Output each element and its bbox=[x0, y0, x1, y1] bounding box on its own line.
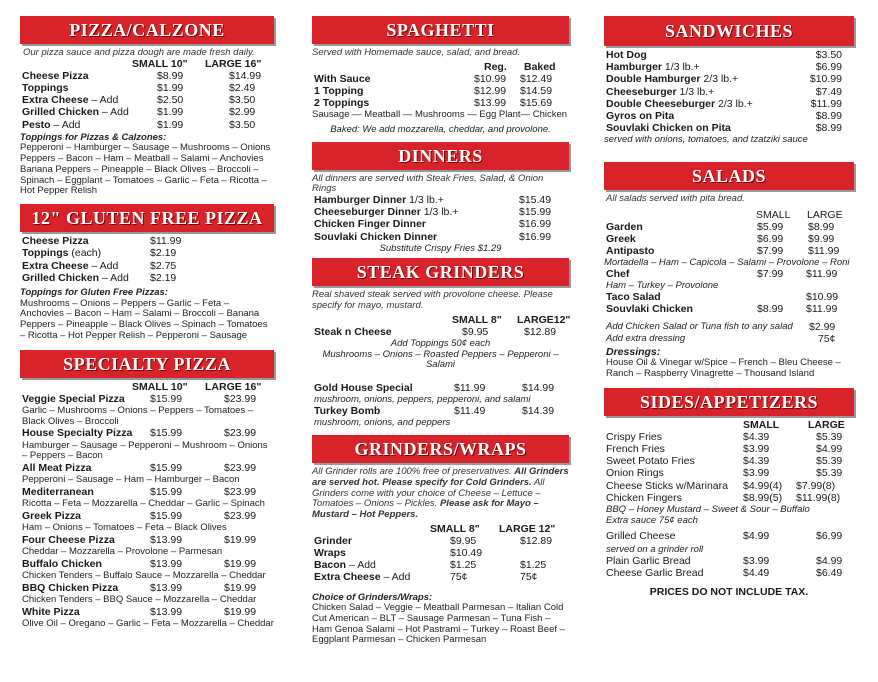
small: $11.49 bbox=[454, 404, 486, 417]
item-label: BBQ Chicken Pizza bbox=[22, 581, 119, 594]
large: 75¢ bbox=[520, 571, 538, 584]
item-label: Toppings bbox=[22, 247, 69, 260]
item-label: Veggie Special Pizza bbox=[22, 392, 125, 405]
item-label: Hot Dog bbox=[606, 49, 647, 61]
dinners-substitute: Substitute Crispy Fries $1.29 bbox=[379, 242, 502, 254]
pizza-note: Our pizza sauce and pizza dough are made fresh daily. bbox=[23, 47, 255, 58]
price: $2.19 bbox=[150, 247, 177, 260]
steak-item bbox=[312, 406, 569, 429]
item-name bbox=[314, 207, 458, 219]
large: $4.99 bbox=[816, 555, 843, 568]
item-label: Cheeseburger Dinner bbox=[314, 206, 421, 219]
item-label: Bacon bbox=[314, 559, 347, 572]
item-label: Onion Rings bbox=[606, 467, 664, 480]
item-name bbox=[314, 195, 444, 207]
grilled-cheese-note: served on a grinder roll bbox=[606, 544, 704, 556]
sandwiches-note: served with onions, tomatoes, and tzatziki sauce bbox=[604, 134, 808, 146]
small: $15.99 bbox=[150, 462, 183, 475]
large: $7.99(8) bbox=[796, 479, 836, 492]
item-label: Cheese Garlic Bread bbox=[606, 567, 704, 580]
item-label: Souvlaki Chicken on Pita bbox=[606, 122, 731, 135]
gluten-toppings-title: Toppings for Gluten Free Pizzas: bbox=[20, 286, 168, 298]
specialty-row bbox=[20, 487, 274, 499]
large: $5.39 bbox=[816, 467, 843, 480]
small: $3.99 bbox=[743, 467, 770, 480]
specialty-items bbox=[20, 394, 274, 630]
item-label: Gyros on Pita bbox=[606, 109, 675, 122]
item-label: Souvlaki Chicken Dinner bbox=[314, 230, 438, 243]
grilled-cheese-row: Grilled Cheese $4.99 $6.99 bbox=[606, 530, 843, 543]
item-name bbox=[606, 123, 731, 135]
item-label: Hamburger Dinner bbox=[314, 193, 407, 206]
pizza-items bbox=[20, 71, 274, 132]
column-right bbox=[604, 16, 854, 599]
steak-item bbox=[312, 383, 569, 406]
steak-note: Real shaved steak served with provolone cheese. Please specify for mayo, mustard. bbox=[312, 289, 553, 311]
item-label: Extra Cheese bbox=[22, 259, 89, 272]
sandwich-row bbox=[604, 123, 854, 135]
sides-items bbox=[604, 432, 854, 505]
spaghetti-col-header: Reg. Baked bbox=[484, 60, 556, 73]
price: $16.99 bbox=[519, 218, 552, 231]
item-name bbox=[22, 120, 80, 132]
salads-header: SALADS bbox=[604, 162, 854, 190]
small: $3.99 bbox=[743, 443, 770, 456]
item-suffix: – Add bbox=[50, 118, 81, 131]
item-suffix: 1/3 lb.+ bbox=[420, 206, 459, 219]
sandwiches-header: SANDWICHES bbox=[604, 16, 854, 46]
reg: $12.99 bbox=[474, 85, 507, 97]
column-left bbox=[20, 16, 274, 631]
gluten-toppings-list: Mushrooms – Onions – Peppers – Garlic – Feta – Anchovies – Bacon – Ham – Salami – Broccoli – Banana Peppers – Pineapple – Black Olives – Spinach – Tomatoes – Ricotta – Hot Pepper Relish – Pepperoni – Sausage bbox=[20, 297, 268, 341]
item-label: Turkey Bomb bbox=[314, 404, 381, 417]
dressings-list: House Oil & Vinegar w/Spice – French – Bleu Cheese – Ranch – Raspberry Vinagrette – Thousand Island bbox=[606, 357, 841, 379]
steak-row bbox=[312, 406, 569, 418]
small: $15.99 bbox=[150, 509, 183, 522]
item-name bbox=[22, 273, 129, 285]
bread-row bbox=[604, 568, 854, 580]
item-suffix: – Add bbox=[88, 94, 119, 107]
large: $5.39 bbox=[816, 430, 843, 443]
item-desc: Garlic – Mushrooms – Onions – Peppers – Tomatoes – Black Olives – Broccoli bbox=[22, 404, 254, 427]
price: $11.99 bbox=[150, 235, 182, 248]
large: $23.99 bbox=[224, 392, 257, 405]
item-desc: Cheddar – Mozzarella – Provolone – Parmesan bbox=[22, 546, 223, 558]
tax-note: PRICES DO NOT INCLUDE TAX. bbox=[649, 586, 809, 599]
item-label: Extra Cheese bbox=[22, 94, 89, 107]
side-row bbox=[604, 468, 854, 480]
item-suffix: – Add bbox=[99, 271, 129, 284]
specialty-row bbox=[20, 428, 274, 440]
item-label: Four Cheese Pizza bbox=[22, 533, 115, 546]
item-label: White Pizza bbox=[22, 605, 80, 618]
item-desc: mushroom, onions, peppers, pepperoni, and salami bbox=[314, 394, 531, 406]
steak-grinders-header: STEAK GRINDERS bbox=[312, 258, 569, 286]
souvlaki-salad-row: Souvlaki Chicken $8.99 $11.99 bbox=[606, 302, 838, 315]
small: $15.99 bbox=[150, 486, 183, 498]
dinner-row bbox=[312, 232, 569, 244]
item-name bbox=[22, 95, 118, 107]
item-label: Garden bbox=[606, 220, 643, 233]
small: $2.50 bbox=[157, 94, 184, 107]
price: $2.75 bbox=[150, 259, 177, 272]
small: $3.99 bbox=[743, 555, 770, 568]
steak-items bbox=[312, 383, 569, 429]
grinders-notes: All Grinder rolls are 100% free of preservatives. All Grinders are served hot. Please specify for Cold Grinders. All Grinders come with your choice of Cheese – Lettuce – Tomatoes – Onions – Pickles. Please ask for Mayo – Mustard – Hot Peppers. bbox=[312, 466, 569, 520]
taco-salad-row: Taco Salad $10.99 bbox=[606, 290, 839, 303]
specialty-row bbox=[20, 463, 274, 475]
large: $23.99 bbox=[224, 427, 257, 440]
gluten-free-header: 12" GLUTEN FREE PIZZA bbox=[20, 204, 274, 232]
small: $15.99 bbox=[150, 427, 183, 440]
item-name bbox=[606, 50, 647, 62]
salads-note: All salads served with pita bread. bbox=[606, 192, 745, 204]
specialty-row bbox=[20, 607, 274, 619]
baked: $15.69 bbox=[520, 97, 553, 110]
item-name bbox=[22, 71, 89, 83]
item-label: Hamburger bbox=[606, 61, 663, 74]
salad-add-dressing-row: Add extra dressing 75¢ bbox=[606, 333, 836, 346]
large: $9.99 bbox=[808, 232, 835, 245]
large: $19.99 bbox=[224, 557, 257, 570]
small: $1.99 bbox=[157, 106, 184, 119]
small: 75¢ bbox=[450, 571, 468, 584]
reg: $13.99 bbox=[474, 97, 507, 110]
large: $3.50 bbox=[229, 94, 256, 107]
large: $4.99 bbox=[816, 443, 843, 456]
item-label: 2 Toppings bbox=[314, 97, 370, 110]
item-label: Sweet Potato Fries bbox=[606, 455, 695, 468]
spaghetti-items bbox=[312, 74, 569, 111]
grinder-row bbox=[312, 572, 569, 584]
item-label: Grinder bbox=[314, 534, 352, 547]
item-suffix: 1/3 lb.+ bbox=[676, 85, 715, 98]
price: $15.99 bbox=[519, 206, 552, 219]
small: $8.99 bbox=[157, 69, 184, 82]
item-name bbox=[606, 99, 753, 111]
dinners-header: DINNERS bbox=[312, 142, 569, 170]
item-suffix: 1/3 lb.+ bbox=[406, 193, 444, 206]
steak-n-cheese-row: Steak n Cheese $9.95 $12.89 bbox=[314, 325, 557, 338]
small: $6.99 bbox=[757, 232, 784, 245]
specialty-row bbox=[20, 535, 274, 547]
item-name bbox=[22, 107, 129, 119]
steak-size-header: SMALL 8" LARGE12" bbox=[452, 313, 571, 326]
small: $1.25 bbox=[450, 559, 477, 572]
item-label: House Specialty Pizza bbox=[22, 427, 133, 440]
grinder-row bbox=[312, 536, 569, 548]
item-label: Grilled Chicken bbox=[22, 271, 100, 284]
large: $6.49 bbox=[816, 567, 843, 580]
small: $4.39 bbox=[743, 430, 770, 443]
item-label: Gold House Special bbox=[314, 381, 413, 394]
item-label: Greek Pizza bbox=[22, 509, 81, 522]
large: $14.99 bbox=[522, 381, 555, 394]
small: $4.99(4) bbox=[743, 479, 783, 492]
small: $8.99(5) bbox=[743, 491, 783, 504]
specialty-row bbox=[20, 394, 274, 406]
item-label: Buffalo Chicken bbox=[22, 557, 102, 570]
salads-size-header: SMALL LARGE bbox=[756, 208, 843, 221]
salad-items bbox=[604, 222, 854, 259]
small: $5.99 bbox=[757, 220, 784, 233]
specialty-row bbox=[20, 583, 274, 595]
item-suffix: 1/3 lb.+ bbox=[662, 61, 700, 74]
item-name bbox=[606, 111, 674, 123]
grinders-choice-title: Choice of Grinders/Wraps: bbox=[312, 591, 433, 603]
item-label: Antipasto bbox=[606, 245, 655, 258]
dinners-note: All dinners are served with Steak Fries, Salad, & Onion Rings bbox=[312, 172, 544, 195]
grinders-items bbox=[312, 536, 569, 585]
specialty-item bbox=[20, 487, 274, 510]
item-desc: Pepperoni – Sausage – Ham – Hamburger – Bacon bbox=[22, 474, 240, 486]
item-label: Cheeseburger bbox=[606, 85, 677, 98]
item-desc: mushroom, onions, and peppers bbox=[314, 416, 451, 428]
item-suffix: 2/3 lb.+ bbox=[700, 73, 739, 86]
specialty-size-header: SMALL 10" LARGE 16" bbox=[132, 380, 262, 393]
pizza-toppings-list: Pepperoni – Hamburger – Sausage – Mushrooms – Onions Peppers – Bacon – Ham – Meatball – Salami – Anchovies Banana Peppers – Pineapple – Black Olives – Broccoli – Spinach – Eggplant – Tomatoes – Garlic – Feta – Ricotta – Hot Pepper Relish bbox=[20, 142, 271, 197]
small: $1.99 bbox=[157, 118, 184, 131]
specialty-pizza-header: SPECIALTY PIZZA bbox=[20, 350, 274, 378]
pizza-toppings-title: Toppings for Pizzas & Calzones: bbox=[20, 131, 167, 143]
item-label: Cheese Sticks w/Marinara bbox=[606, 479, 728, 492]
large: $2.99 bbox=[229, 106, 256, 119]
item-label: Chicken Finger Dinner bbox=[314, 218, 427, 231]
item-label: Crispy Fries bbox=[606, 430, 663, 443]
spaghetti-note: Served with Homemade sauce, salad, and bread. bbox=[312, 47, 521, 58]
price: $11.99 bbox=[810, 97, 842, 110]
grinders-size-header: SMALL 8" LARGE 12" bbox=[430, 522, 556, 535]
item-label: All Meat Pizza bbox=[22, 462, 92, 475]
specialty-row bbox=[20, 559, 274, 571]
item-label: Grilled Chicken bbox=[22, 106, 100, 119]
reg: $10.99 bbox=[474, 72, 507, 85]
item-name bbox=[314, 560, 376, 572]
small: $10.49 bbox=[450, 546, 483, 559]
large: $19.99 bbox=[224, 533, 257, 546]
spaghetti-header: SPAGHETTI bbox=[312, 16, 569, 44]
large: $14.99 bbox=[229, 69, 262, 82]
specialty-item bbox=[20, 428, 274, 462]
large: $23.99 bbox=[224, 486, 257, 498]
item-name bbox=[22, 261, 118, 273]
large: $2.49 bbox=[229, 82, 256, 94]
specialty-item bbox=[20, 583, 274, 606]
large: $5.39 bbox=[816, 455, 843, 468]
large: $14.39 bbox=[522, 404, 555, 417]
small: $4.39 bbox=[743, 455, 770, 468]
item-suffix: – Add bbox=[380, 571, 411, 584]
item-label: Cheese Pizza bbox=[22, 235, 89, 248]
dressings-title: Dressings: bbox=[606, 345, 661, 358]
item-name bbox=[314, 548, 346, 560]
item-label: Cheese Pizza bbox=[22, 69, 89, 82]
item-label: Extra Cheese bbox=[314, 571, 381, 584]
antipasto-desc: Mortadella – Ham – Capicola – Salami – Provolone – Roni bbox=[604, 257, 850, 269]
baked: $14.59 bbox=[520, 85, 553, 97]
item-desc: Chicken Tenders – BBQ Sauce – Mozzarella – Cheddar bbox=[22, 593, 257, 605]
item-desc: Chicken Tenders – Buffalo Sauce – Mozzarella – Cheddar bbox=[22, 569, 266, 581]
grinders-choice-list: Chicken Salad – Veggie – Meatball Parmesan – Italian Cold Cut American – BLT – Sausage Parmesan – Tuna Fish – Ham Genoa Salami – Hot Pastrami – Turkey – Roast Beef – Eggplant Parmesan – Chicken Parmesan bbox=[312, 602, 565, 646]
chef-desc: Ham – Turkey – Provolone bbox=[606, 280, 719, 292]
pizza-size-header: SMALL 10" LARGE 16" bbox=[132, 57, 262, 70]
steak-add-toppings: Add Toppings 50¢ each bbox=[390, 337, 491, 349]
sides-extra-sauce: Extra sauce 75¢ each bbox=[606, 514, 698, 526]
spaghetti-toppings: Sausage — Meatball — Mushrooms — Egg Plant— Chicken bbox=[312, 109, 568, 121]
large: $11.99 bbox=[808, 245, 840, 258]
column-middle bbox=[312, 16, 569, 646]
item-name bbox=[606, 62, 700, 74]
specialty-item bbox=[20, 463, 274, 486]
pizza-row bbox=[20, 120, 274, 132]
large: $11.99(8) bbox=[796, 491, 841, 504]
small: $13.99 bbox=[150, 605, 183, 618]
item-name bbox=[314, 219, 426, 231]
specialty-item bbox=[20, 607, 274, 630]
item-name bbox=[22, 83, 68, 95]
large: $3.50 bbox=[229, 118, 256, 131]
large: $23.99 bbox=[224, 462, 257, 475]
small: $7.99 bbox=[757, 245, 784, 258]
item-label: Mediterranean bbox=[22, 486, 94, 498]
specialty-item bbox=[20, 559, 274, 582]
large: $12.89 bbox=[520, 534, 553, 547]
specialty-item bbox=[20, 394, 274, 428]
gluten-row bbox=[20, 273, 274, 285]
item-name bbox=[22, 236, 89, 248]
small: $11.99 bbox=[454, 381, 486, 394]
price: $2.19 bbox=[150, 271, 177, 284]
item-label: Greek bbox=[606, 232, 636, 245]
item-label: French Fries bbox=[606, 443, 665, 456]
item-label: With Sauce bbox=[314, 72, 371, 85]
small: $15.99 bbox=[150, 392, 183, 405]
sides-sauces: BBQ – Honey Mustard – Sweet & Sour – Buffalo bbox=[606, 504, 810, 516]
item-label: Toppings bbox=[22, 82, 69, 94]
large: $8.99 bbox=[808, 220, 835, 233]
small: $9.95 bbox=[450, 534, 477, 547]
steak-toppings-list: Mushrooms – Onions – Roasted Peppers – Pepperoni – Salami bbox=[322, 348, 559, 371]
sides-appetizers-header: SIDES/APPETIZERS bbox=[604, 388, 854, 416]
large: $19.99 bbox=[224, 605, 257, 618]
item-name bbox=[22, 248, 101, 260]
price: $3.50 bbox=[815, 49, 842, 61]
spaghetti-baked-note: Baked: We add mozzarella, cheddar, and provolone. bbox=[330, 124, 551, 136]
specialty-item bbox=[20, 535, 274, 558]
baked: $12.49 bbox=[520, 72, 553, 85]
gluten-items bbox=[20, 236, 274, 285]
price: $10.99 bbox=[809, 73, 842, 86]
item-desc: Hamburger – Sausage – Pepperoni – Mushroom – Onions – Peppers – Bacon bbox=[22, 439, 268, 462]
grinders-wraps-header: GRINDERS/WRAPS bbox=[312, 435, 569, 463]
item-label: Double Hamburger bbox=[606, 73, 701, 86]
item-suffix: (each) bbox=[68, 247, 102, 260]
item-name bbox=[314, 572, 410, 584]
price: $6.99 bbox=[815, 61, 842, 74]
large: $1.25 bbox=[520, 559, 547, 572]
item-suffix: – Add bbox=[88, 259, 119, 272]
price: $8.99 bbox=[815, 122, 842, 135]
specialty-row bbox=[20, 511, 274, 523]
price: $8.99 bbox=[815, 109, 842, 122]
specialty-item bbox=[20, 511, 274, 534]
price: $16.99 bbox=[519, 230, 552, 243]
price: $7.49 bbox=[815, 85, 842, 98]
item-label: Pesto bbox=[22, 118, 51, 131]
spaghetti-row bbox=[312, 98, 569, 110]
item-label: Double Cheeseburger bbox=[606, 97, 716, 110]
small: $13.99 bbox=[150, 557, 183, 570]
item-label: Chicken Fingers bbox=[606, 491, 682, 504]
item-desc: Ricotta – Feta – Mozzarella – Cheddar – Garlic – Spinach bbox=[22, 498, 265, 510]
item-suffix: – Add bbox=[99, 106, 129, 119]
small: $13.99 bbox=[150, 533, 183, 546]
item-desc: Ham – Onions – Tomatoes – Feta – Black Olives bbox=[22, 522, 227, 534]
salad-row bbox=[604, 246, 854, 258]
item-label: Wraps bbox=[314, 546, 346, 559]
price: $15.49 bbox=[519, 193, 552, 206]
sandwich-items bbox=[604, 50, 854, 135]
small: $4.49 bbox=[743, 567, 770, 580]
item-desc: Olive Oil – Oregano – Garlic – Feta – Mozzarella – Cheddar bbox=[22, 617, 274, 629]
pizza-calzone-header: PIZZA/CALZONE bbox=[20, 16, 274, 44]
chef-salad-row: Chef $7.99 $11.99 bbox=[606, 267, 838, 280]
item-name bbox=[606, 74, 738, 86]
item-name bbox=[314, 536, 352, 548]
item-name bbox=[606, 87, 714, 99]
dinners-items bbox=[312, 195, 569, 244]
side-row bbox=[604, 493, 854, 505]
item-suffix: 2/3 lb.+ bbox=[715, 97, 753, 110]
large: $19.99 bbox=[224, 581, 257, 594]
item-suffix: – Add bbox=[346, 559, 376, 572]
bread-items bbox=[604, 556, 854, 580]
item-label: Plain Garlic Bread bbox=[606, 555, 691, 568]
item-name bbox=[314, 232, 437, 244]
sides-size-header: SMALL LARGE bbox=[743, 418, 845, 431]
large: $23.99 bbox=[224, 509, 257, 522]
salad-add-chicken-row: Add Chicken Salad or Tuna fish to any salad $2.99 bbox=[606, 321, 836, 334]
small: $1.99 bbox=[157, 82, 184, 94]
small: $13.99 bbox=[150, 581, 183, 594]
steak-row bbox=[312, 383, 569, 395]
item-label: 1 Topping bbox=[314, 85, 364, 97]
